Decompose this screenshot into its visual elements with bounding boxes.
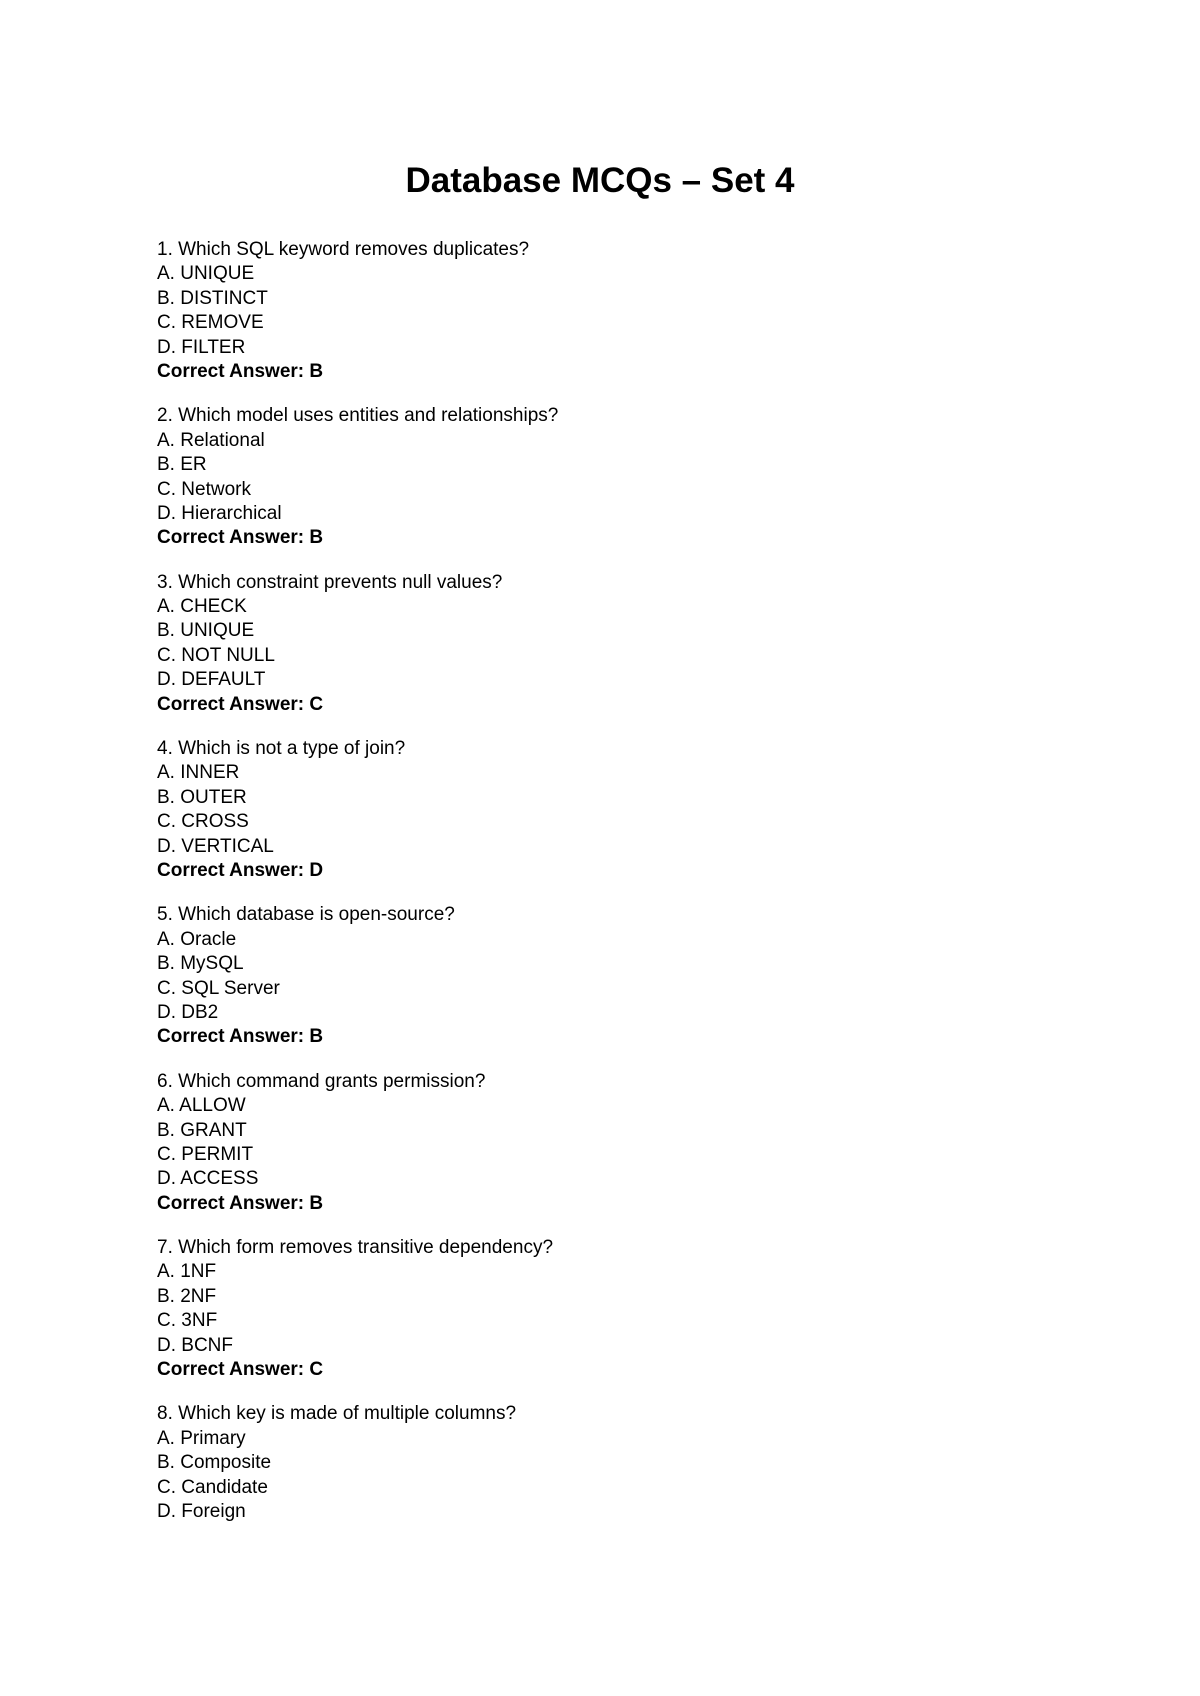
option-a: A. Relational (157, 429, 265, 451)
option-d: D. Hierarchical (157, 502, 282, 524)
option-c: C. 3NF (157, 1310, 218, 1332)
option-c: C. REMOVE (157, 312, 264, 334)
page-title: Database MCQs – Set 4 (405, 161, 795, 200)
option-c: C. CROSS (157, 811, 249, 833)
option-b: B. UNIQUE (157, 620, 255, 642)
question-text: 3. Which constraint prevents null values? (157, 571, 503, 593)
option-b: B. Composite (157, 1452, 272, 1474)
option-b: B. 2NF (157, 1285, 217, 1307)
correct-answer: Correct Answer: C (157, 693, 324, 715)
correct-answer: Correct Answer: D (157, 859, 324, 881)
question-block-1 (157, 238, 1057, 384)
option-b: B. OUTER (157, 786, 247, 808)
correct-answer: Correct Answer: B (157, 1026, 324, 1048)
correct-answer: Correct Answer: C (157, 1359, 324, 1381)
option-c: C. Candidate (157, 1476, 268, 1498)
option-d: D. DB2 (157, 1001, 219, 1023)
option-b: B. ER (157, 454, 207, 476)
option-c: C. PERMIT (157, 1143, 254, 1165)
option-b: B. GRANT (157, 1119, 247, 1141)
question-block-6 (157, 1070, 1057, 1216)
option-b: B. MySQL (157, 953, 244, 975)
option-c: C. NOT NULL (157, 644, 275, 666)
option-d: D. BCNF (157, 1334, 233, 1356)
question-block-5 (157, 903, 1057, 1049)
question-text: 4. Which is not a type of join? (157, 738, 406, 760)
question-block-4 (157, 737, 1057, 883)
option-d: D. DEFAULT (157, 669, 266, 691)
option-a: A. 1NF (157, 1261, 217, 1283)
correct-answer: Correct Answer: B (157, 360, 324, 382)
option-d: D. Foreign (157, 1500, 246, 1522)
question-block-2 (157, 404, 1057, 550)
question-text: 1. Which SQL keyword removes duplicates? (157, 239, 530, 260)
option-a: A. INNER (157, 762, 240, 784)
question-block-7 (157, 1236, 1057, 1382)
question-list (157, 238, 1057, 1544)
question-block-8 (157, 1402, 1057, 1524)
option-a: A. UNIQUE (157, 263, 255, 285)
option-a: A. Primary (157, 1427, 246, 1449)
option-d: D. FILTER (157, 336, 246, 358)
option-d: D. ACCESS (157, 1168, 259, 1190)
option-b: B. DISTINCT (157, 287, 268, 309)
question-text: 7. Which form removes transitive dependency? (157, 1237, 554, 1259)
question-text: 5. Which database is open-source? (157, 904, 455, 926)
question-text: 8. Which key is made of multiple columns? (157, 1403, 517, 1425)
option-a: A. Oracle (157, 928, 237, 950)
option-a: A. ALLOW (157, 1095, 246, 1117)
question-text: 6. Which command grants permission? (157, 1070, 486, 1092)
option-d: D. VERTICAL (157, 835, 274, 857)
option-c: C. Network (157, 478, 251, 500)
question-block-3 (157, 571, 1057, 717)
question-text: 2. Which model uses entities and relationships? (157, 405, 559, 427)
option-c: C. SQL Server (157, 977, 280, 999)
correct-answer: Correct Answer: B (157, 527, 324, 549)
correct-answer: Correct Answer: B (157, 1192, 324, 1214)
option-a: A. CHECK (157, 596, 247, 618)
